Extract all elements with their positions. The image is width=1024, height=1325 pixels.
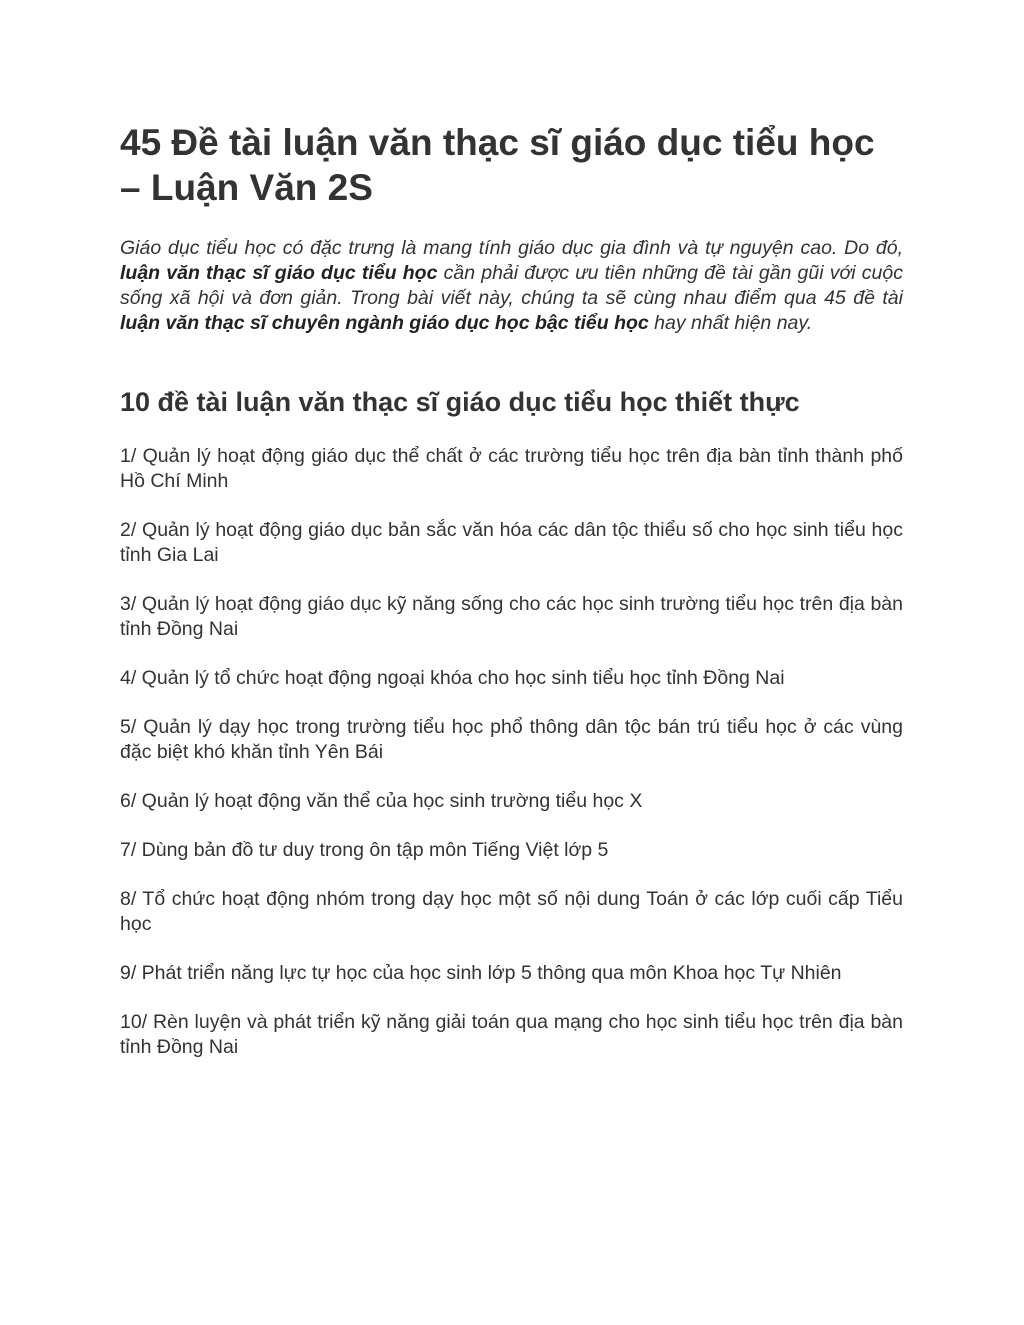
topic-item: 8/ Tổ chức hoạt động nhóm trong dạy học một số nội dung Toán ở các lớp cuối cấp Tiểu học xyxy=(120,888,903,935)
topic-item: 1/ Quản lý hoạt động giáo dục thể chất ở các trường tiểu học trên địa bàn tỉnh thành phố Hồ Chí Minh xyxy=(120,445,903,492)
intro-paragraph xyxy=(120,236,903,336)
topic-list xyxy=(120,444,903,1084)
topic-item: 4/ Quản lý tổ chức hoạt động ngoại khóa cho học sinh tiểu học tỉnh Đồng Nai xyxy=(120,667,785,689)
intro-text-3: hay nhất hiện nay. xyxy=(648,312,813,334)
intro-text-2: cần phải được ưu tiên những đề tài gần gũi với cuộc sống xã hội và đơn giản. Trong bài viết này, chúng ta sẽ cùng nhau điểm qua 45 đề tài xyxy=(120,262,903,309)
intro-keyword-2: luận văn thạc sĩ chuyên ngành giáo dục học bậc tiểu học xyxy=(120,312,649,334)
topic-item: 2/ Quản lý hoạt động giáo dục bản sắc văn hóa các dân tộc thiểu số cho học sinh tiểu học tỉnh Gia Lai xyxy=(120,519,903,566)
section-heading: 10 đề tài luận văn thạc sĩ giáo dục tiểu học thiết thực xyxy=(120,387,800,417)
topic-item: 6/ Quản lý hoạt động văn thể của học sinh trường tiểu học X xyxy=(120,790,643,812)
topic-item: 7/ Dùng bản đồ tư duy trong ôn tập môn Tiếng Việt lớp 5 xyxy=(120,839,609,861)
document-title: 45 Đề tài luận văn thạc sĩ giáo dục tiểu học – Luận Văn 2S xyxy=(120,122,875,208)
topic-item: 3/ Quản lý hoạt động giáo dục kỹ năng sống cho các học sinh trường tiểu học trên địa bàn tỉnh Đồng Nai xyxy=(120,593,903,640)
topic-item: 10/ Rèn luyện và phát triển kỹ năng giải toán qua mạng cho học sinh tiểu học trên địa bàn tỉnh Đồng Nai xyxy=(120,1011,903,1058)
intro-keyword-1: luận văn thạc sĩ giáo dục tiểu học xyxy=(120,262,438,284)
topic-item: 9/ Phát triển năng lực tự học của học sinh lớp 5 thông qua môn Khoa học Tự Nhiên xyxy=(120,962,842,984)
topic-item: 5/ Quản lý dạy học trong trường tiểu học phổ thông dân tộc bán trú tiểu học ở các vùng đặc biệt khó khăn tỉnh Yên Bái xyxy=(120,716,903,763)
intro-text-1: Giáo dục tiểu học có đặc trưng là mang tính giáo dục gia đình và tự nguyện cao. Do đó, xyxy=(120,237,903,259)
